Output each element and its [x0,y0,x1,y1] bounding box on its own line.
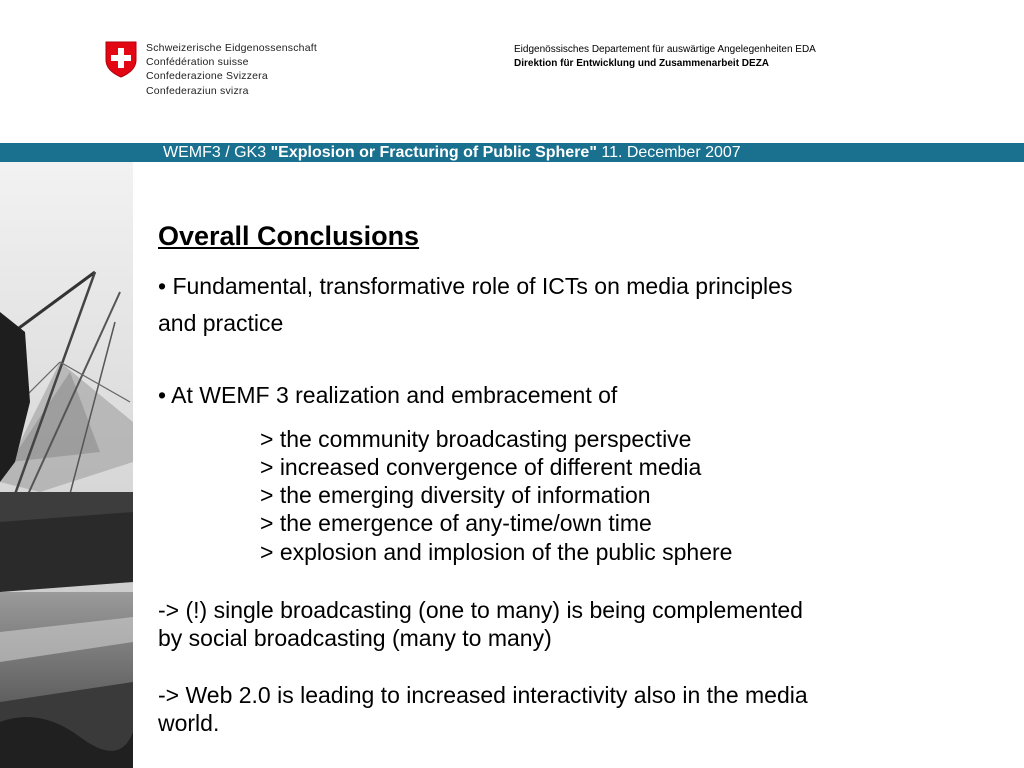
slide-heading: Overall Conclusions [158,221,420,251]
confederation-names [146,41,317,98]
bullet-2: • At WEMF 3 realization and embracement of [158,382,618,408]
swiss-cross-logo [104,40,138,78]
sub-item: > explosion and implosion of the public sphere [260,539,733,565]
bullet-1-line-1: • Fundamental, transformative role of ICTs on media principles [158,273,793,299]
org-name-de: Schweizerische Eidgenossenschaft [146,42,317,54]
title-quote: "Explosion or Fracturing of Public Sphere" [270,144,597,161]
arrow-point-2-line-2: world. [158,710,220,736]
title-date: 11. December 2007 [596,144,741,161]
org-name-rm: Confederaziun svizra [146,84,249,97]
sub-item: > increased convergence of different media [260,454,702,480]
bullet-1-line-2: and practice [158,310,284,336]
fishing-nets-photo [0,162,133,768]
arrow-point-1-line-1: -> (!) single broadcasting (one to many) is being complemented [158,597,803,623]
arrow-point-1-line-2: by social broadcasting (many to many) [158,625,552,651]
sub-item: > the community broadcasting perspective [260,426,692,452]
org-name-it: Confederazione Svizzera [146,70,268,83]
sub-item: > the emerging diversity of information [260,482,651,508]
org-name-fr: Confédération suisse [146,56,249,69]
directorate-name: Direktion für Entwicklung und Zusammenarbeit DEZA [514,58,770,69]
arrow-point-2-line-1: -> Web 2.0 is leading to increased interactivity also in the media [158,682,808,708]
title-bar [0,143,1024,162]
department-name: Eidgenössisches Departement für auswärtige Angelegenheiten EDA [514,44,816,55]
title-bar-text [163,143,741,162]
sub-item: > the emergence of any-time/own time [260,510,652,536]
title-prefix: WEMF3 / GK3 [163,144,271,161]
department-block [514,43,816,71]
